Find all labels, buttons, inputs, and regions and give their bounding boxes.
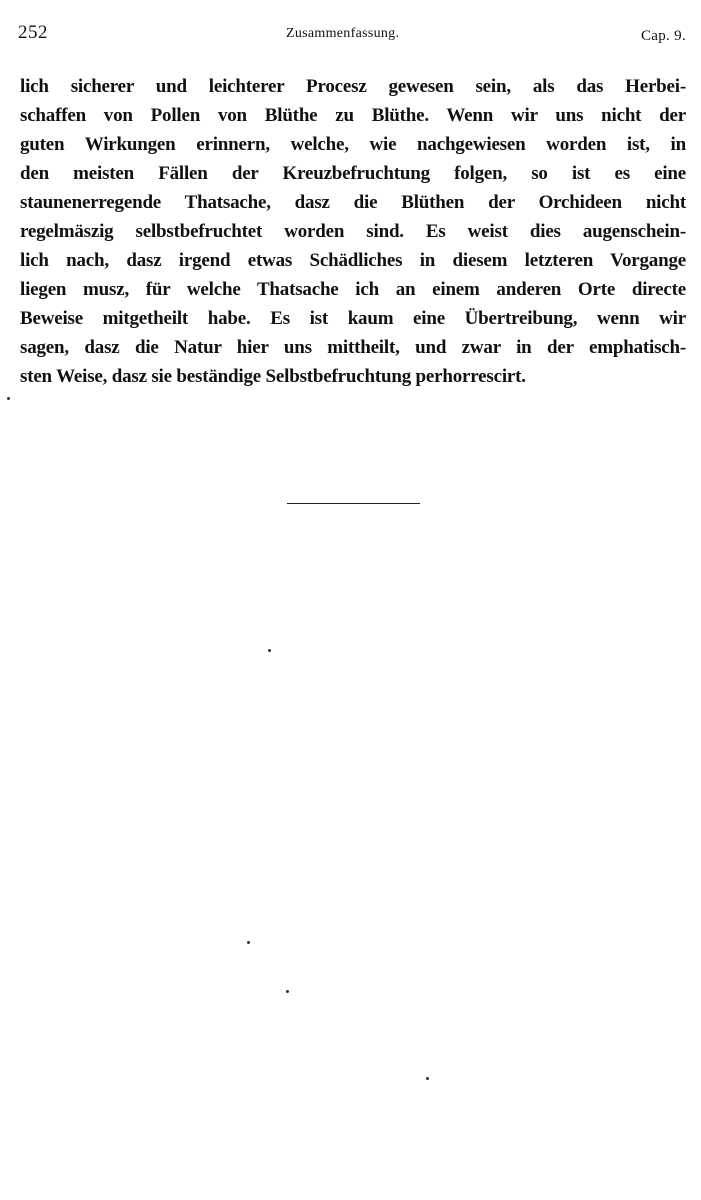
text-line: guten Wirkungen erinnern, welche, wie nachgewiesen worden ist, in <box>20 134 686 155</box>
running-title: Zusammenfassung. <box>286 26 400 41</box>
text-line: sagen, dasz die Natur hier uns mittheilt, und zwar in der emphatisch- <box>20 337 686 358</box>
text-line: staunenerregende Thatsache, dasz die Blüthen der Orchideen nicht <box>20 192 686 213</box>
scan-speck <box>268 649 271 652</box>
text-line: den meisten Fällen der Kreuzbefruchtung folgen, so ist es eine <box>20 163 686 184</box>
page-header <box>18 18 686 52</box>
section-end-rule <box>287 503 420 504</box>
chapter-label: Cap. 9. <box>640 28 686 44</box>
scan-speck <box>247 941 250 944</box>
body-paragraph <box>20 72 686 391</box>
scan-speck <box>7 397 10 400</box>
text-line: lich sicherer und leichterer Procesz gewesen sein, als das Herbei- <box>20 76 686 97</box>
scan-speck <box>426 1077 429 1080</box>
text-line: sten Weise, dasz sie beständige Selbstbefruchtung perhorrescirt. <box>20 366 526 387</box>
text-line: lich nach, dasz irgend etwas Schädliches in diesem letzteren Vorgange <box>20 250 686 271</box>
scan-speck <box>286 990 289 993</box>
text-line: liegen musz, für welche Thatsache ich an einem anderen Orte directe <box>20 279 686 300</box>
text-line: Beweise mitgetheilt habe. Es ist kaum eine Übertreibung, wenn wir <box>20 308 686 329</box>
text-line: schaffen von Pollen von Blüthe zu Blüthe. Wenn wir uns nicht der <box>20 105 686 126</box>
page-number: 252 <box>18 22 48 43</box>
text-line: regelmäszig selbstbefruchtet worden sind. Es weist dies augenschein- <box>20 221 686 242</box>
